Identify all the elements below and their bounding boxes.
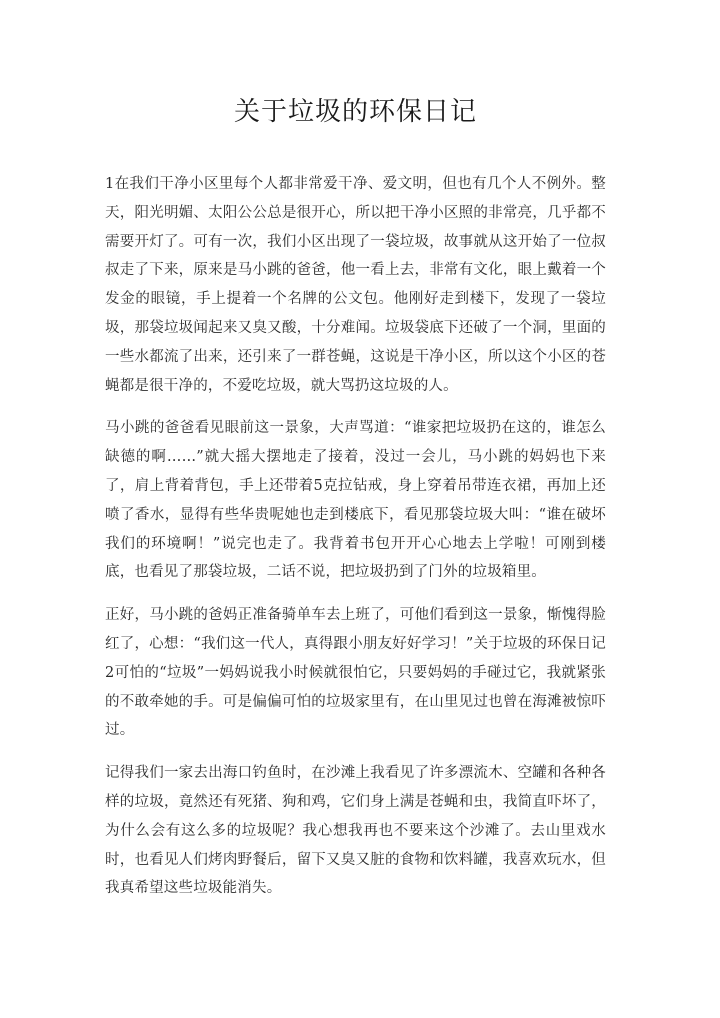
paragraph-1: 1在我们干净小区里每个人都非常爱干净、爱文明，但也有几个人不例外。整天，阳光明媚、太阳公公总是很开心，所以把干净小区照的非常亮，几乎都不需要开灯了。可有一次，我们小区出现了一袋垃圾，故事就从这开始了一位叔叔走了下来，原来是马小跳的爸爸，他一看上去，非常有文化，眼上戴着一个发金的眼镜，手上提着一个名牌的公文包。他刚好走到楼下，发现了一袋垃圾，那袋垃圾闻起来又臭又酸，十分难闻。垃圾袋底下还破了一个洞，里面的一些水都流了出来，还引来了一群苍蝇，这说是干净小区，所以这个小区的苍蝇都是很干净的，不爱吃垃圾，就大骂扔这垃圾的人。 — [105, 176, 606, 394]
document-title: 关于垃圾的环保日记 — [233, 97, 477, 127]
paragraph-4: 记得我们一家去出海口钓鱼时，在沙滩上我看见了许多漂流木、空罐和各种各样的垃圾，竟然还有死猪、狗和鸡，它们身上满是苍蝇和虫，我简直吓坏了，为什么会有这么多的垃圾呢？我心想我再也不要来这个沙滩了。去山里戏水时，也看见人们烤肉野餐后，留下又臭又脏的食物和饮料罐，我喜欢玩水，但我真希望这些垃圾能消失。 — [105, 765, 606, 897]
paragraph-2: 马小跳的爸爸看见眼前这一景象，大声骂道：“谁家把垃圾扔在这的，谁怎么缺德的啊……”就大摇大摆地走了接着，没过一会儿，马小跳的妈妈也下来了，肩上背着背包，手上还带着5克拉钻戒，身上穿着吊带连衣裙，再加上还喷了香水，显得有些华贵呢她也走到楼底下，看见那袋垃圾大叫：“谁在破坏我们的环境啊！”说完也走了。我背着书包开开心心地去上学啦！可刚到楼底，也看见了那袋垃圾，二话不说，把垃圾扔到了门外的垃圾箱里。 — [105, 420, 606, 581]
document-body — [105, 170, 606, 903]
paragraph-3: 正好，马小跳的爸妈正准备骑单车去上班了，可他们看到这一景象，惭愧得脸红了，心想：“我们这一代人，真得跟小朋友好好学习！”关于垃圾的环保日记2可怕的“垃圾”一妈妈说我小时候就很怕它，只要妈妈的手碰过它，我就紧张的不敢牵她的手。可是偏偏可怕的垃圾家里有，在山里见过也曾在海滩被惊吓过。 — [105, 607, 606, 739]
